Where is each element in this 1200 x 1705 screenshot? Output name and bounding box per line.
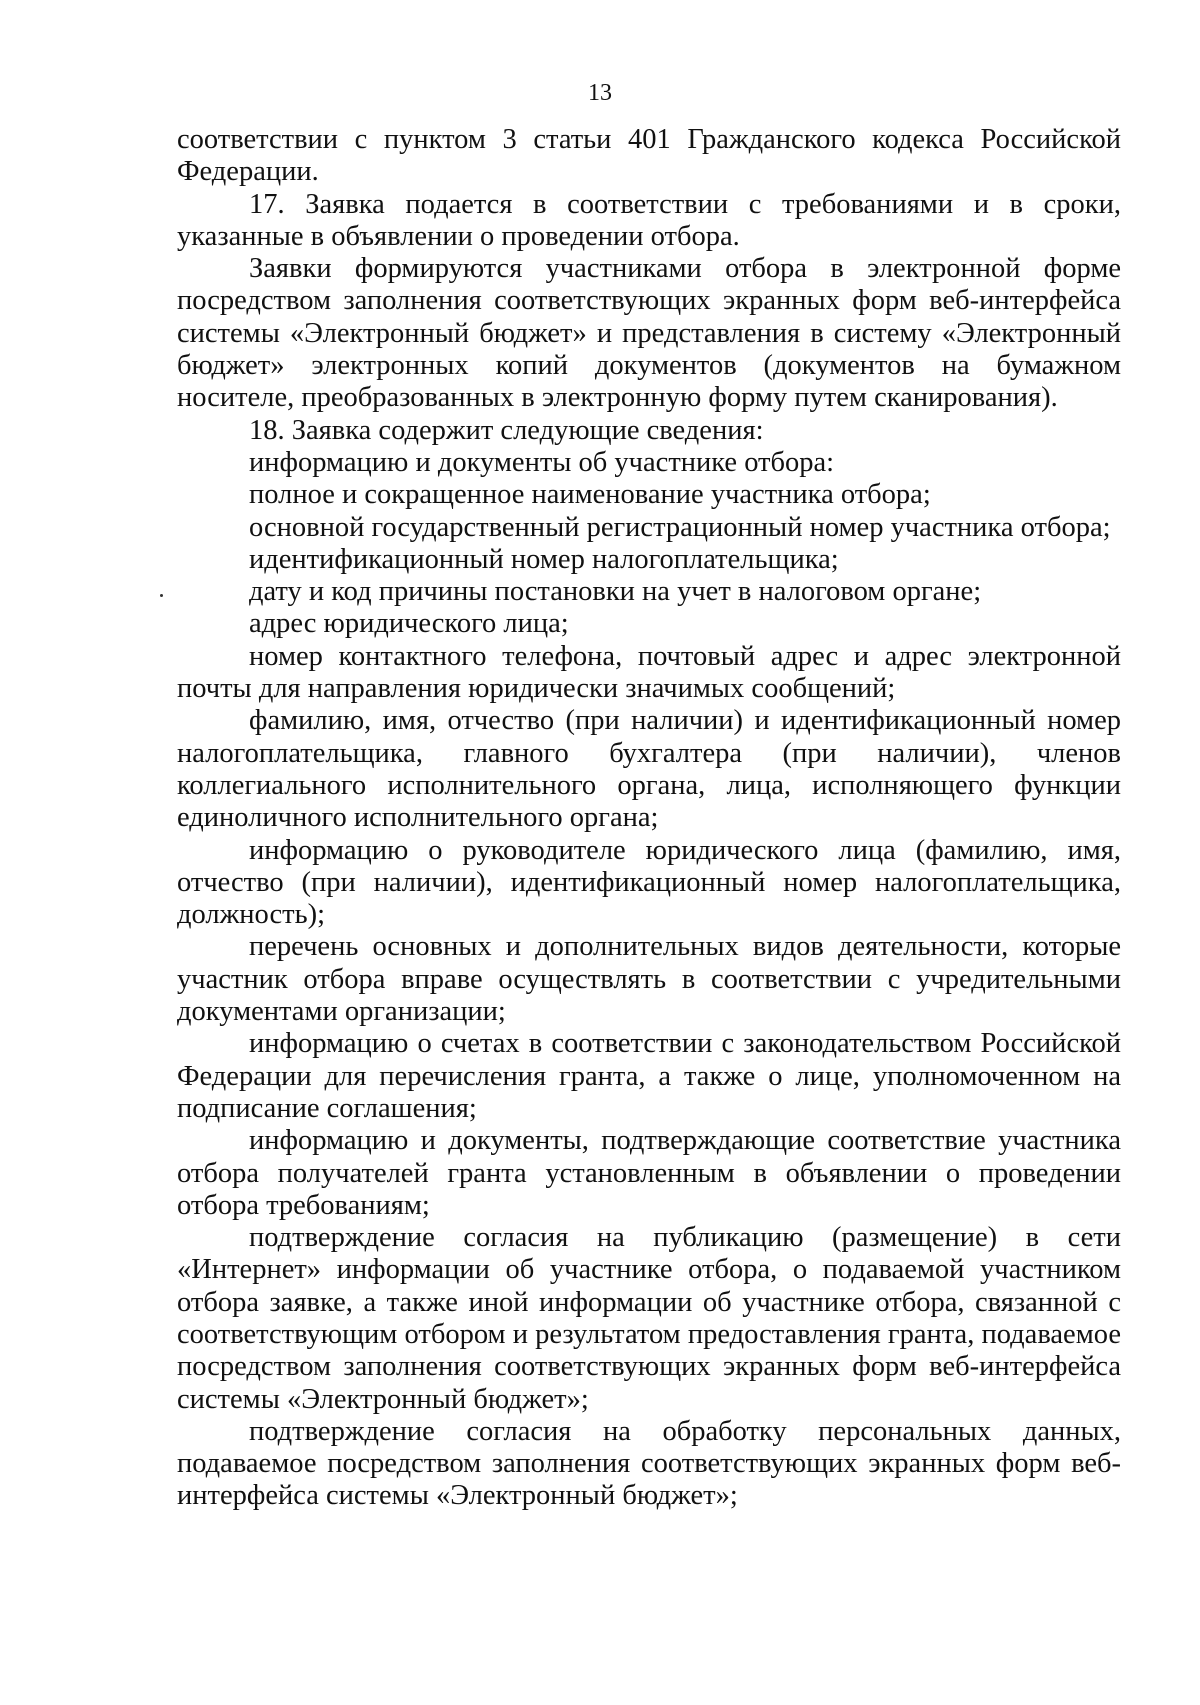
paragraph-continuation: соответствии с пунктом 3 статьи 401 Гражданского кодекса Российской Федерации. bbox=[177, 124, 1121, 188]
document-body bbox=[177, 124, 1121, 1513]
list-item: адрес юридического лица; bbox=[249, 608, 569, 640]
paragraph-item-17: 17. Заявка подается в соответствии с требованиями и в сроки, указанные в объявлении о проведении отбора. bbox=[177, 188, 1121, 252]
list-item: подтверждение согласия на обработку персональных данных, подаваемое посредством заполнения соответствующих экранных форм веб-интерфейса системы «Электронный бюджет»; bbox=[177, 1415, 1121, 1512]
list-item: номер контактного телефона, почтовый адрес и адрес электронной почты для направления юридически значимых сообщений; bbox=[177, 640, 1121, 705]
list-item: полное и сокращенное наименование участника отбора; bbox=[249, 479, 931, 511]
page-number: 13 bbox=[588, 80, 612, 106]
list-item: дату и код причины постановки на учет в налоговом органе; bbox=[249, 576, 982, 608]
list-item: основной государственный регистрационный номер участника отбора; bbox=[249, 511, 1111, 543]
paragraph-application-forms: Заявки формируются участниками отбора в электронной форме посредством заполнения соответствующих экранных форм веб-интерфейса системы «Электронный бюджет» и представления в систему «Электронный бюджет» электронных копий документов (документов на бумажном носителе, преобразованных в электронную форму путем сканирования). bbox=[177, 253, 1121, 414]
list-item: информацию о руководителе юридического лица (фамилию, имя, отчество (при наличии), идентификационный номер налогоплательщика, должность); bbox=[177, 834, 1121, 931]
list-item: перечень основных и дополнительных видов деятельности, которые участник отбора вправе осуществлять в соответствии с учредительными документами организации; bbox=[177, 931, 1121, 1028]
scan-artifact-dot bbox=[160, 594, 163, 597]
list-item: информацию и документы, подтверждающие соответствие участника отбора получателей гранта установленным в объявлении о проведении отбора требованиям; bbox=[177, 1125, 1121, 1221]
list-item: информацию о счетах в соответствии с законодательством Российской Федерации для перечисления гранта, а также о лице, уполномоченном на подписание соглашения; bbox=[177, 1028, 1121, 1124]
list-item: идентификационный номер налогоплательщика; bbox=[249, 543, 839, 575]
list-item: подтверждение согласия на публикацию (размещение) в сети «Интернет» информации об участнике отбора, о подаваемой участником отбора заявке, а также иной информации об участнике отбора, связанной с соответствующим отбором и результатом предоставления гранта, подаваемое посредством заполнения соответствующих экранных форм веб-интерфейса системы «Электронный бюджет»; bbox=[177, 1222, 1121, 1415]
list-item: фамилию, имя, отчество (при наличии) и идентификационный номер налогоплательщика, главного бухгалтера (при наличии), членов коллегиального исполнительного органа, лица, исполняющего функции единоличного исполнительного органа; bbox=[177, 705, 1121, 834]
paragraph-item-18: 18. Заявка содержит следующие сведения: bbox=[249, 414, 764, 446]
list-item: информацию и документы об участнике отбора: bbox=[249, 446, 835, 478]
